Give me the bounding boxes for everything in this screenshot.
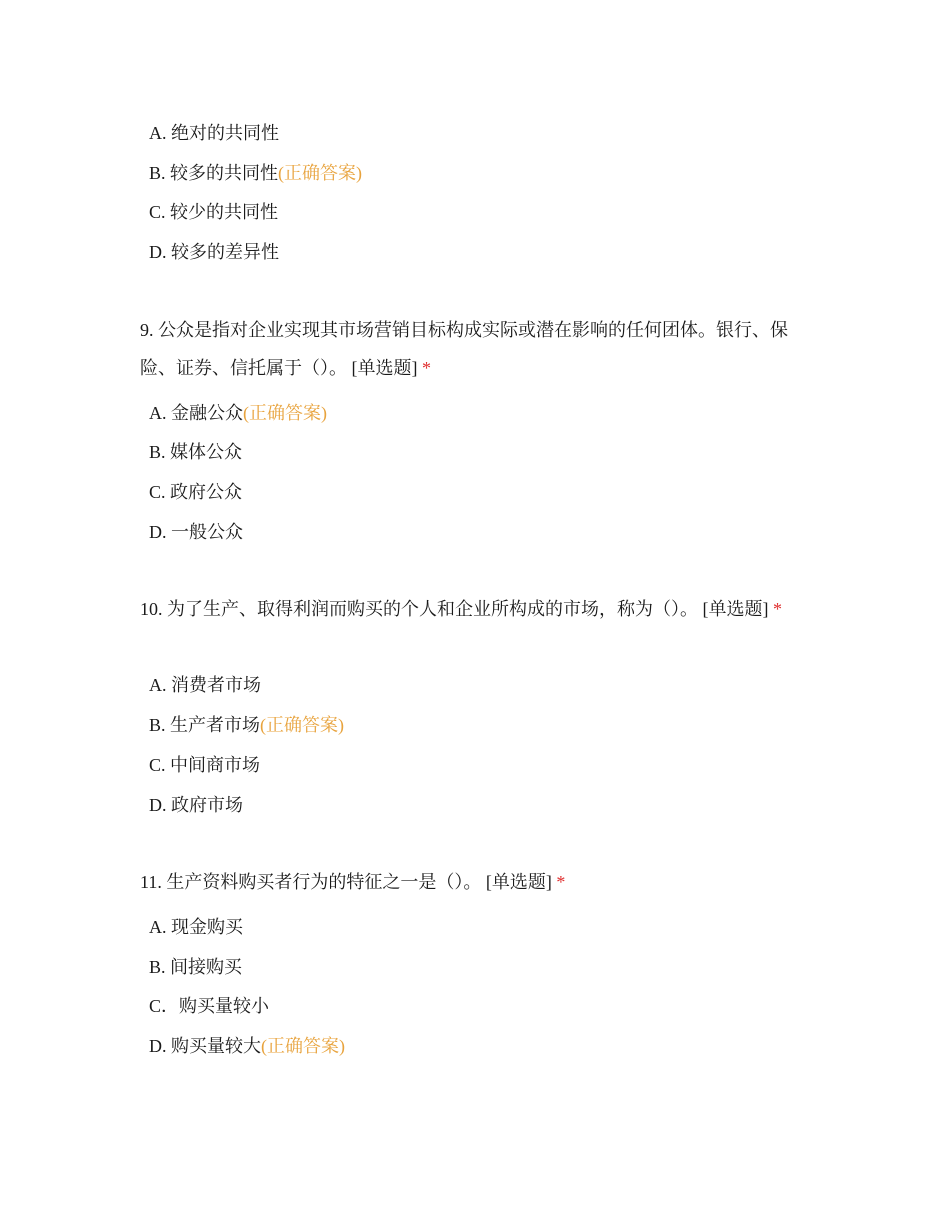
option-text: B. 较多的共同性	[149, 163, 279, 183]
q9-question-text	[140, 311, 820, 387]
q10-option-c	[149, 753, 260, 777]
q11-question-text	[140, 863, 820, 901]
required-marker: *	[422, 358, 431, 378]
question-stem: 10. 为了生产、取得利润而购买的个人和企业所构成的市场，称为（）。 [单选题]	[140, 599, 769, 619]
q11-option-d	[149, 1034, 345, 1058]
option-text: D. 一般公众	[149, 522, 243, 542]
correct-answer-marker: (正确答案)	[261, 1036, 345, 1056]
option-text: C. 政府公众	[149, 482, 243, 502]
correct-answer-marker: (正确答案)	[243, 403, 327, 423]
option-text: D. 政府市场	[149, 795, 243, 815]
required-marker: *	[773, 599, 782, 619]
question-stem: 9. 公众是指对企业实现其市场营销目标构成实际或潜在影响的任何团体。银行、保险、证券、信托属于（）。 [单选题]	[140, 320, 788, 378]
correct-answer-marker: (正确答案)	[260, 715, 345, 735]
q8-option-d	[149, 240, 279, 264]
option-text: C. 中间商市场	[149, 755, 261, 775]
q8-option-c	[149, 200, 278, 224]
option-text: A. 绝对的共同性	[149, 123, 279, 143]
q11-option-a	[149, 915, 243, 939]
q11-option-b	[149, 955, 242, 979]
q10-question-text	[140, 591, 820, 627]
option-text: C. 较少的共同性	[149, 202, 279, 222]
q9-option-d	[149, 520, 243, 544]
q8-option-b	[149, 161, 362, 185]
required-marker: *	[556, 872, 566, 892]
q8-option-a	[149, 121, 279, 145]
q9-option-a	[149, 401, 327, 425]
q9-option-c	[149, 480, 242, 504]
q10-option-a	[149, 673, 261, 697]
q9-option-b	[149, 440, 242, 464]
option-text: A. 消费者市场	[149, 675, 261, 695]
option-text: C．购买量较小	[149, 996, 270, 1016]
option-text: A. 现金购买	[149, 917, 243, 937]
option-text: B. 媒体公众	[149, 442, 243, 462]
option-text: D. 较多的差异性	[149, 242, 279, 262]
question-stem: 11. 生产资料购买者行为的特征之一是（）。 [单选题]	[140, 872, 552, 892]
option-text: A. 金融公众	[149, 403, 243, 423]
q10-option-b	[149, 713, 344, 737]
correct-answer-marker: (正确答案)	[278, 163, 363, 183]
option-text: B. 间接购买	[149, 957, 243, 977]
option-text: D. 购买量较大	[149, 1036, 261, 1056]
q11-option-c	[149, 994, 269, 1018]
option-text: B. 生产者市场	[149, 715, 261, 735]
q10-option-d	[149, 793, 243, 817]
